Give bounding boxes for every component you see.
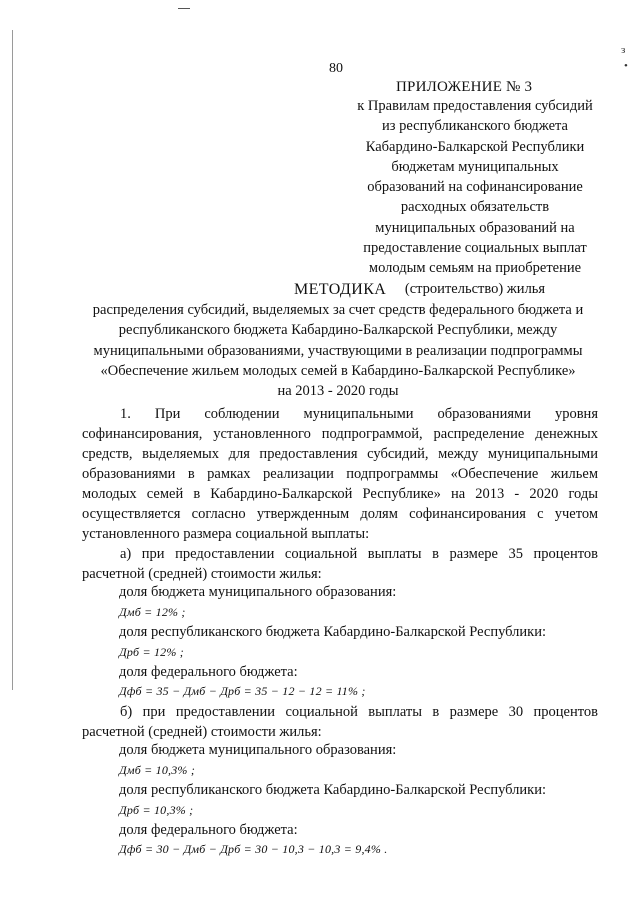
appendix-line: (строительство) жилья <box>404 280 546 297</box>
method-subtitle <box>78 300 598 401</box>
formula-federal-share-a: Дфб = 35 − Дмб − Дрб = 35 − 12 − 12 = 11% ; <box>119 684 366 698</box>
paragraph-line: а) при предоставлении социальной выплаты в размере 35 процентов <box>120 546 598 562</box>
paragraph-line: осуществляется согласно утвержденным долям софинансирования с учетом <box>82 506 598 522</box>
appendix-line: расходных обязательств <box>400 199 550 216</box>
appendix-line: Кабардино-Балкарской Республики <box>365 138 585 155</box>
label-municipal-share: доля бюджета муниципального образования: <box>119 584 397 600</box>
method-line: «Обеспечение жильем молодых семей в Кабардино-Балкарской Республике» <box>100 362 576 379</box>
paragraph-line: образованиями в рамках реализации подпрограммы «Обеспечение жильем <box>82 466 598 482</box>
appendix-line: к Правилам предоставления субсидий <box>357 98 593 114</box>
formula-republic-share-b: Дрб = 10,3% ; <box>119 803 194 817</box>
paragraph-line: б) при предоставлении социальной выплаты в размере 30 процентов <box>120 704 598 720</box>
formula-federal-share-b: Дфб = 30 − Дмб − Дрб = 30 − 10,3 − 10,3 = 9,4% . <box>119 842 388 856</box>
page-number: 80 <box>329 61 343 76</box>
edge-mark: • <box>624 60 628 72</box>
label-republic-share: доля республиканского бюджета Кабардино-Балкарской Республики: <box>119 624 546 640</box>
paragraph-line: расчетной (средней) стоимости жилья: <box>82 566 322 582</box>
label-federal-share: доля федерального бюджета: <box>119 822 298 838</box>
label-republic-share: доля республиканского бюджета Кабардино-Балкарской Республики: <box>119 782 546 798</box>
formula-republic-share-a: Дрб = 12% ; <box>119 645 184 659</box>
scan-edge-line <box>12 30 13 690</box>
paragraph-1 <box>82 404 598 544</box>
formula-municipal-share-b: Дмб = 10,3% ; <box>119 763 196 777</box>
paragraph-line: установленного размера социальной выплаты: <box>82 526 370 542</box>
appendix-line: из республиканского бюджета <box>382 118 568 135</box>
appendix-line: молодым семьям на приобретение <box>368 260 582 277</box>
paragraph-line: расчетной (средней) стоимости жилья: <box>82 724 322 740</box>
method-line: на 2013 - 2020 годы <box>277 383 399 400</box>
appendix-subtitle <box>330 96 620 299</box>
method-line: республиканского бюджета Кабардино-Балкарской Республики, между <box>118 322 558 339</box>
paragraph-line: софинансирования, установленного подпрограммой, распределение денежных <box>82 426 598 442</box>
item-a <box>82 544 598 584</box>
method-line: распределения субсидий, выделяемых за счет средств федерального бюджета и <box>92 302 584 318</box>
appendix-line: бюджетам муниципальных <box>391 158 559 175</box>
appendix-title: ПРИЛОЖЕНИЕ № 3 <box>396 79 533 95</box>
paragraph-line: молодых семей в Кабардино-Балкарской Республике» на 2013 - 2020 годы <box>82 486 598 502</box>
method-title: МЕТОДИКА <box>294 281 387 298</box>
item-b <box>82 702 598 742</box>
paragraph-line: 1. При соблюдении муниципальными образованиями уровня <box>120 406 598 422</box>
method-line: муниципальными образованиями, участвующими в реализации подпрограммы <box>93 342 583 359</box>
paragraph-line: средств, выделяемых для предоставления субсидий, между муниципальными <box>82 446 598 462</box>
top-edge-mark <box>178 8 190 9</box>
appendix-line: предоставление социальных выплат <box>363 240 587 257</box>
label-federal-share: доля федерального бюджета: <box>119 664 298 680</box>
appendix-line: образований на софинансирование <box>367 179 583 196</box>
label-municipal-share: доля бюджета муниципального образования: <box>119 742 397 758</box>
appendix-line: муниципальных образований на <box>375 219 575 236</box>
edge-mark: з <box>621 44 626 56</box>
formula-municipal-share-a: Дмб = 12% ; <box>119 605 186 619</box>
